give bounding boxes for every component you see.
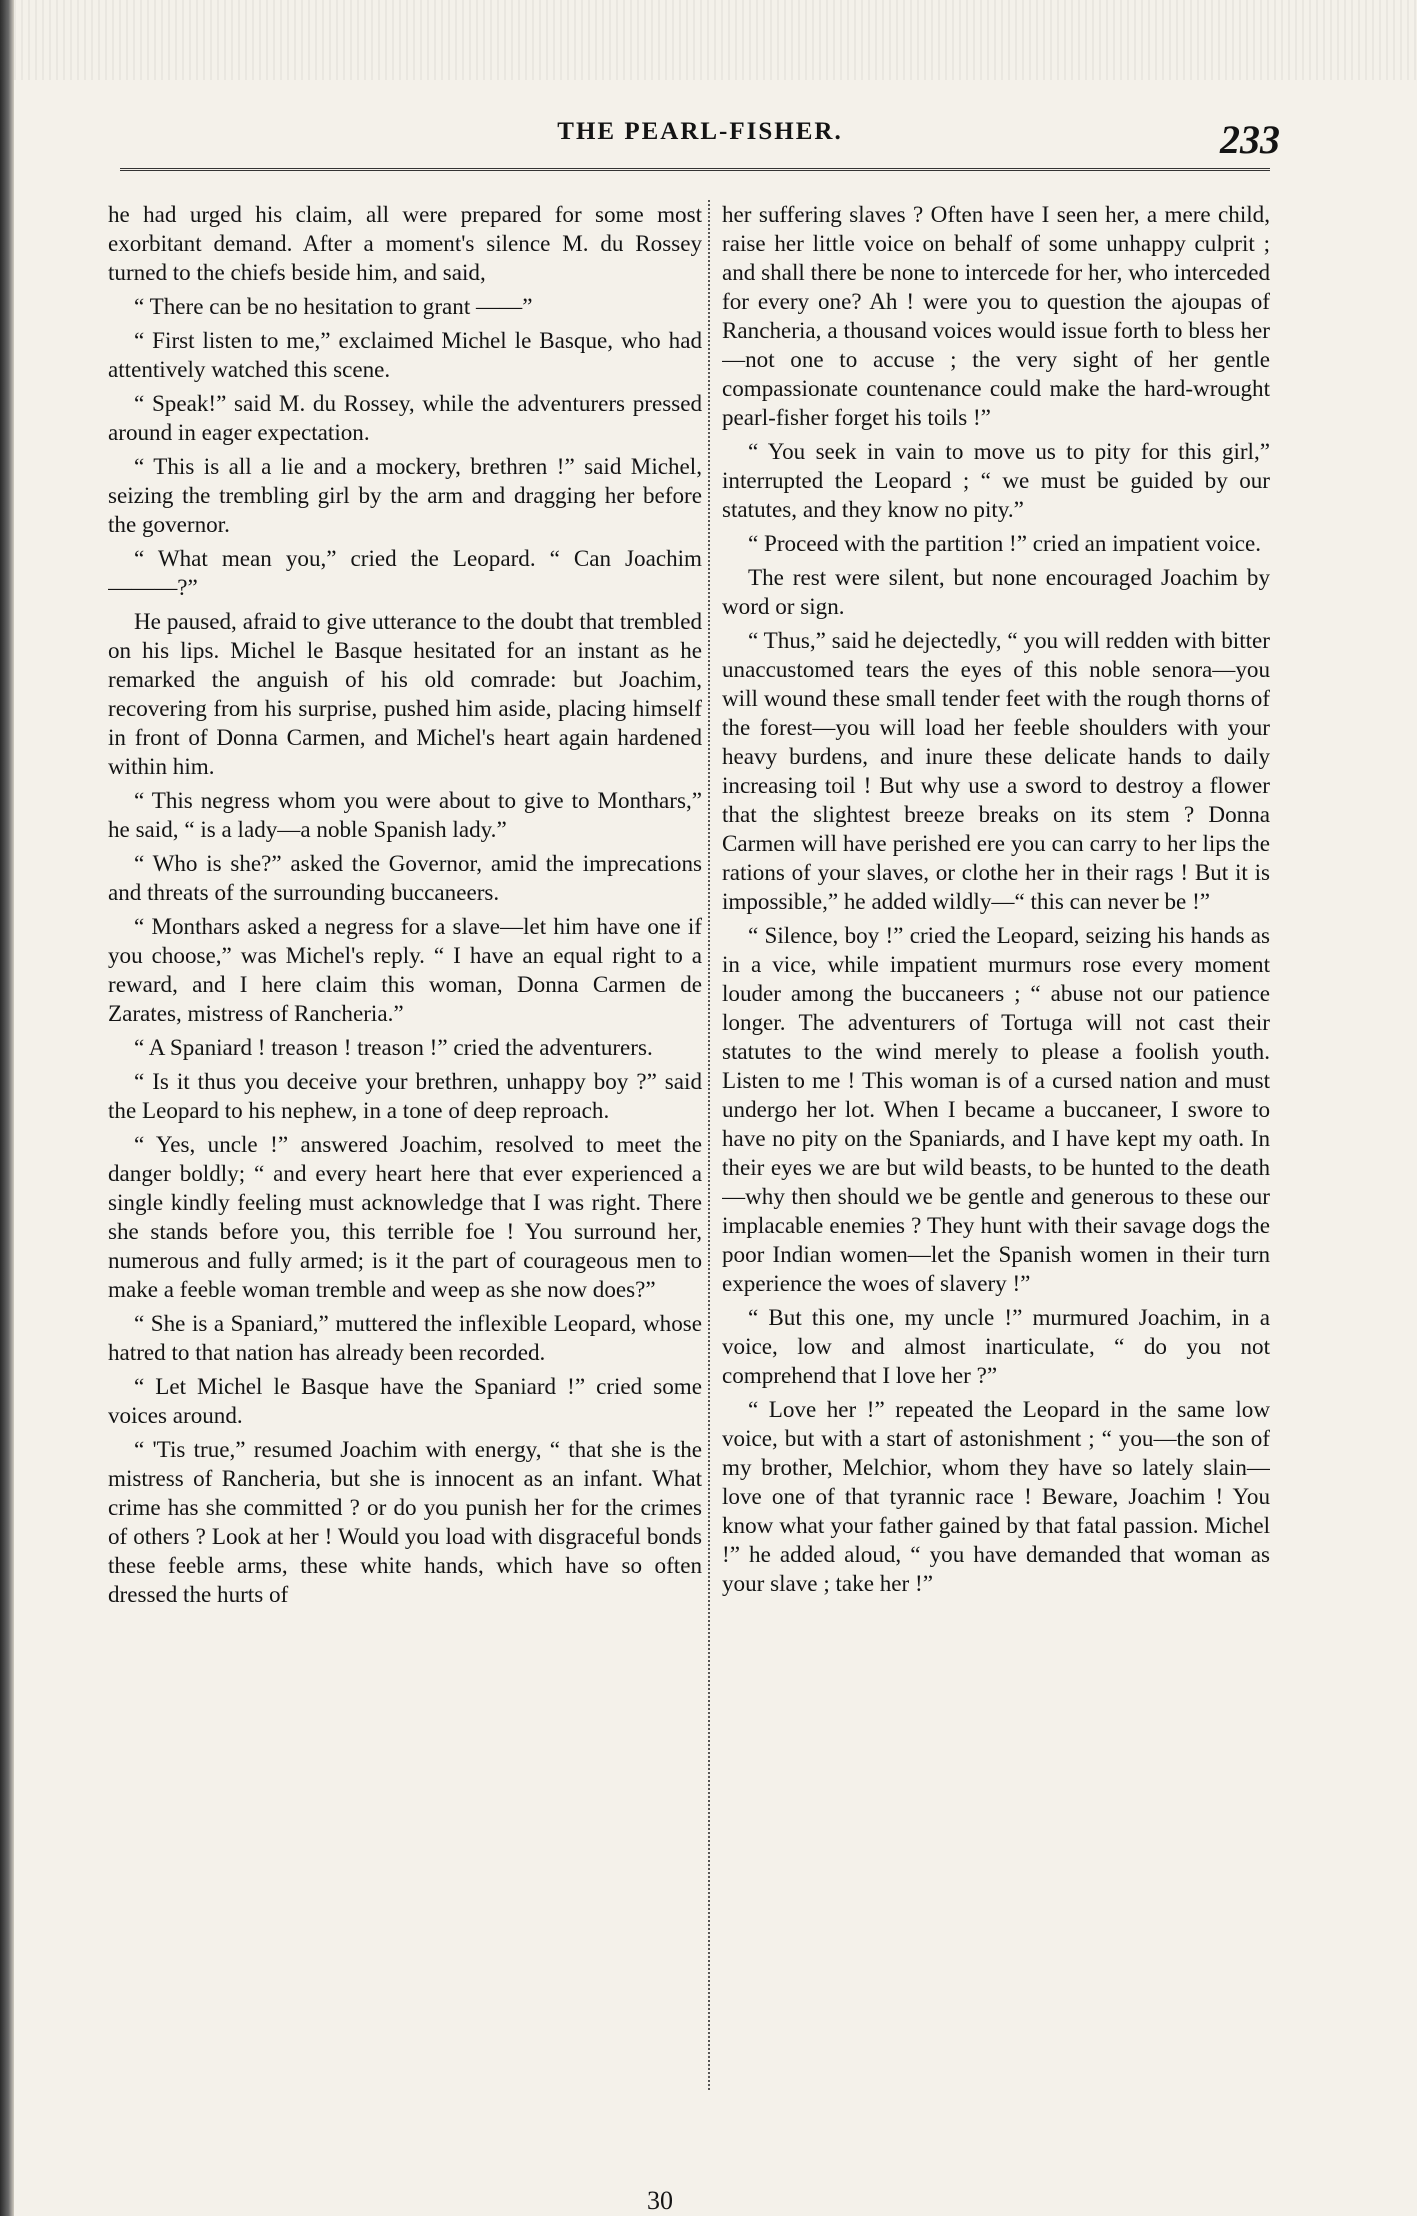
paragraph: “ Who is she?” asked the Governor, amid the imprecations and threats of the surrounding buccaneers. — [108, 850, 702, 905]
running-title: THE PEARL-FISHER. — [557, 118, 843, 145]
signature-mark: 30 — [647, 2186, 673, 2215]
header-rule — [120, 168, 1270, 171]
paragraph: “ You seek in vain to move us to pity for this girl,” interrupted the Leopard ; “ we must be guided by our statutes, and they know no pity.” — [722, 438, 1270, 522]
paragraph: “ Is it thus you deceive your brethren, unhappy boy ?” said the Leopard to his nephew, in a tone of deep reproach. — [108, 1068, 702, 1123]
paragraph: “ Speak!” said M. du Rossey, while the adventurers pressed around in eager expectation. — [108, 390, 702, 445]
paragraph: “ What mean you,” cried the Leopard. “ Can Joachim———?” — [108, 545, 702, 600]
paragraph: “ Silence, boy !” cried the Leopard, seizing his hands as in a vice, while impatient murmurs rose every moment louder among the buccaneers ; “ abuse not our patience longer. The adventurers of Tortuga will not cast their statutes to the wind merely to please a foolish youth. Listen to me ! This woman is of a cursed nation and must undergo her lot. When I became a buccaneer, I swore to have no pity on the Spaniards, and I have kept my oath. In their eyes we are but wild beasts, to be hunted to the death—why then should we be gentle and generous to these our implacable enemies ? They hunt with their savage dogs the poor Indian women—let the Spanish women in their turn experience the woes of slavery !” — [722, 922, 1270, 1296]
paragraph: “ There can be no hesitation to grant ——” — [134, 293, 533, 319]
paragraph: “ Let Michel le Basque have the Spaniard !” cried some voices around. — [108, 1373, 702, 1428]
paragraph: “ Monthars asked a negress for a slave—let him have one if you choose,” was Michel's reply. “ I have an equal right to a reward, and I here claim this woman, Donna Carmen de Zarates, mistress of Rancheria.” — [108, 913, 702, 1026]
paragraph: he had urged his claim, all were prepared for some most exorbitant demand. After a moment's silence M. du Rossey turned to the chiefs beside him, and said, — [108, 201, 702, 285]
paragraph: “ Proceed with the partition !” cried an impatient voice. — [748, 530, 1262, 556]
paragraph: “ 'Tis true,” resumed Joachim with energy, “ that she is the mistress of Rancheria, but she is innocent as an infant. What crime has she committed ? or do you punish her for the crimes of others ? Look at her ! Would you load with disgraceful bonds these feeble arms, these white hands, which have so often dressed the hurts of — [108, 1436, 702, 1607]
scan-noise — [0, 0, 1417, 80]
paragraph: “ She is a Spaniard,” muttered the inflexible Leopard, whose hatred to that nation has already been recorded. — [108, 1310, 702, 1365]
paragraph: “ This is all a lie and a mockery, brethren !” said Michel, seizing the trembling girl by the arm and dragging her before the governor. — [108, 453, 702, 537]
paragraph: “ This negress whom you were about to give to Monthars,” he said, “ is a lady—a noble Spanish lady.” — [108, 787, 702, 842]
paragraph: “ First listen to me,” exclaimed Michel le Basque, who had attentively watched this scene. — [108, 327, 702, 382]
binding-edge — [0, 0, 14, 2216]
paragraph: “ Thus,” said he dejectedly, “ you will redden with bitter unaccustomed tears the eyes of this noble senora—you will wound these small tender feet with the rough thorns of the forest—you will load her feeble shoulders with your heavy burdens, and inure these delicate hands to daily increasing toil ! But why use a sword to destroy a flower that the slightest breeze breaks on its stem ? Donna Carmen will have perished ere you can carry to her lips the rations of your slaves, or clothe her in their rags ! But it is impossible,” he added wildly—“ this can never be !” — [722, 627, 1270, 914]
left-column — [108, 200, 702, 2090]
paragraph: her suffering slaves ? Often have I seen her, a mere child, raise her little voice on behalf of some unhappy culprit ; and shall there be none to intercede for her, who interceded for every one? Ah ! were you to question the ajoupas of Rancheria, a thousand voices would issue forth to bless her—not one to accuse ; the very sight of her gentle compassionate countenance could make the hard-wrought pearl-fisher forget his toils !” — [722, 201, 1270, 430]
page-number: 233 — [1220, 117, 1280, 162]
paragraph: “ A Spaniard ! treason ! treason !” cried the adventurers. — [134, 1034, 653, 1060]
paragraph: “ But this one, my uncle !” murmured Joachim, in a voice, low and almost inarticulate, “ do you not comprehend that I love her ?” — [722, 1304, 1270, 1388]
column-divider — [708, 200, 710, 2090]
paragraph: The rest were silent, but none encouraged Joachim by word or sign. — [722, 564, 1270, 619]
paragraph: He paused, afraid to give utterance to the doubt that trembled on his lips. Michel le Basque hesitated for an instant as he remarked the anguish of his old comrade: but Joachim, recovering from his surprise, pushed him aside, placing himself in front of Donna Carmen, and Michel's heart again hardened within him. — [108, 608, 702, 779]
paragraph: “ Love her !” repeated the Leopard in the same low voice, but with a start of astonishment ; “ you—the son of my brother, Melchior, whom they have so lately slain—love one of that tyrannic race ! Beware, Joachim ! You know what your father gained by that fatal passion. Michel !” he added aloud, “ you have demanded that woman as your slave ; take her !” — [722, 1396, 1270, 1596]
right-column — [722, 200, 1270, 2090]
paragraph: “ Yes, uncle !” answered Joachim, resolved to meet the danger boldly; “ and every heart here that ever experienced a single kindly feeling must acknowledge that I was right. There she stands before you, this terrible foe ! You surround her, numerous and fully armed; is it the part of courageous men to make a feeble woman tremble and weep as she now does?” — [108, 1131, 702, 1302]
